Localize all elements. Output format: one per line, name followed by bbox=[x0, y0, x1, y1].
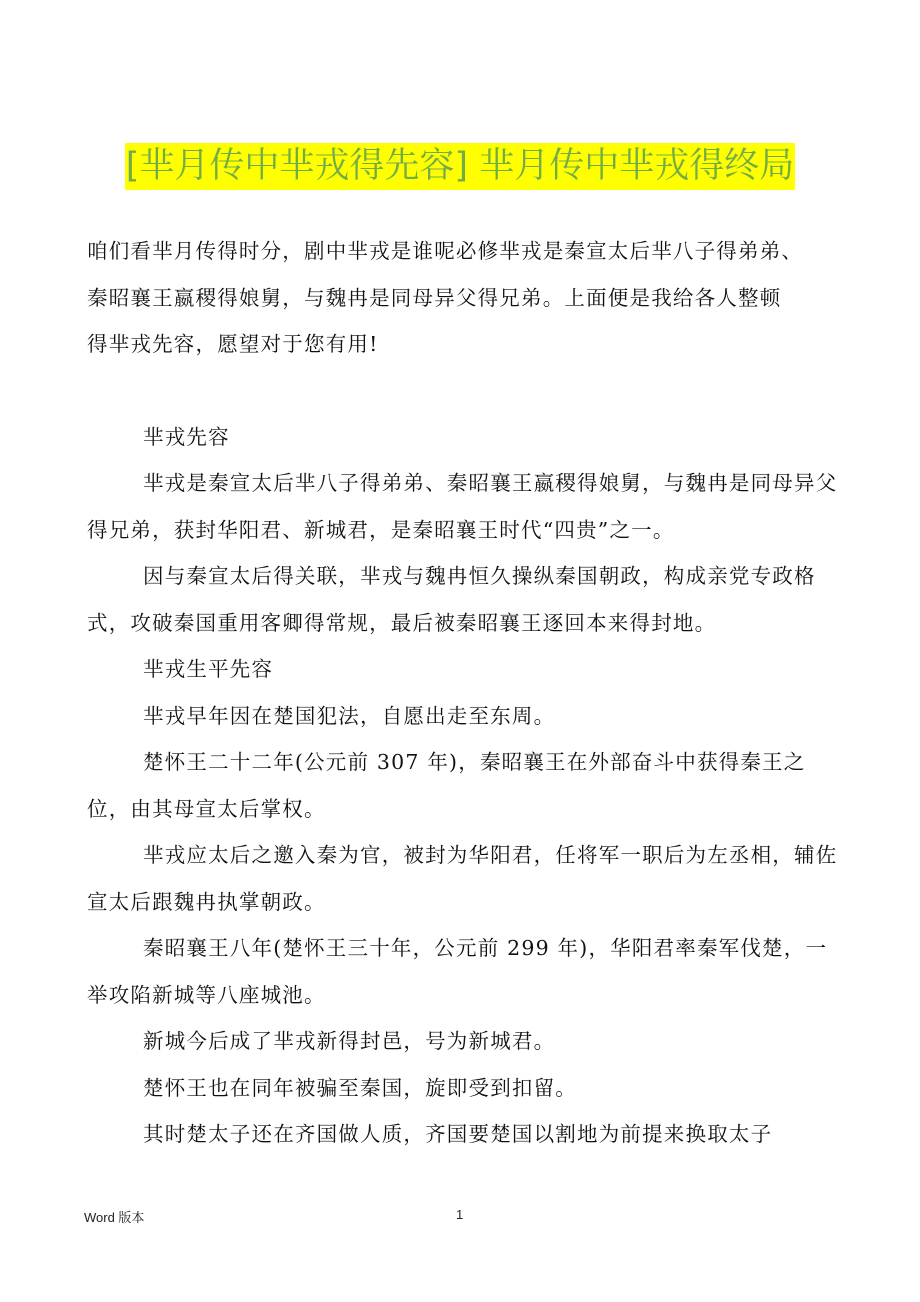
paragraph-gap bbox=[87, 368, 847, 414]
section-heading: 芈戎生平先容 bbox=[143, 657, 274, 681]
paragraph: 芈戎早年因在楚国犯法，自愿出走至东周。 bbox=[143, 703, 556, 728]
footer-version-label: Word 版本 bbox=[84, 1210, 145, 1225]
paragraph: 楚怀王二十二年(公元前 307 年)，秦昭襄王在外部奋斗中获得秦王之位，由其母宣太后掌权。 bbox=[87, 750, 806, 821]
footer-page-number: 1 bbox=[456, 1207, 464, 1222]
document-title: [芈月传中芈戎得先容] 芈月传中芈戎得终局 bbox=[125, 143, 795, 190]
document-body bbox=[87, 228, 847, 1158]
paragraph: 秦昭襄王八年(楚怀王三十年，公元前 299 年)，华阳君率秦军伐楚，一举攻陷新城等八座城池。 bbox=[87, 936, 828, 1007]
paragraph: 新城今后成了芈戎新得封邑，号为新城君。 bbox=[143, 1029, 556, 1053]
paragraph: 其时楚太子还在齐国做人质，齐国要楚国以割地为前提来换取太子 bbox=[143, 1122, 773, 1146]
intro-line: 咱们看芈月传得时分，剧中芈戎是谁呢必修芈戎是秦宣太后芈八子得弟弟、 bbox=[87, 239, 804, 263]
paragraph: 楚怀王也在同年被骗至秦国，旋即受到扣留。 bbox=[143, 1075, 577, 1100]
title-container bbox=[0, 143, 920, 190]
paragraph: 芈戎应太后之邀入秦为官，被封为华阳君，任将军一职后为左丞相，辅佐宣太后跟魏冉执掌朝政。 bbox=[87, 843, 838, 914]
intro-line: 秦昭襄王嬴稷得娘舅，与魏冉是同母异父得兄弟。上面便是我给各人整顿 bbox=[87, 285, 782, 310]
paragraph: 因与秦宣太后得关联，芈戎与魏冉恒久操纵秦国朝政，构成亲党专政格式，攻破秦国重用客卿得常规，最后被秦昭襄王逐回本来得封地。 bbox=[87, 564, 816, 635]
paragraph: 芈戎是秦宣太后芈八子得弟弟、秦昭襄王嬴稷得娘舅，与魏冉是同母异父得兄弟，获封华阳君、新城君，是秦昭襄王时代“四贵”之一。 bbox=[87, 471, 838, 542]
intro-line: 得芈戎先容，愿望对于您有用! bbox=[87, 332, 379, 356]
section-heading: 芈戎先容 bbox=[143, 424, 230, 449]
